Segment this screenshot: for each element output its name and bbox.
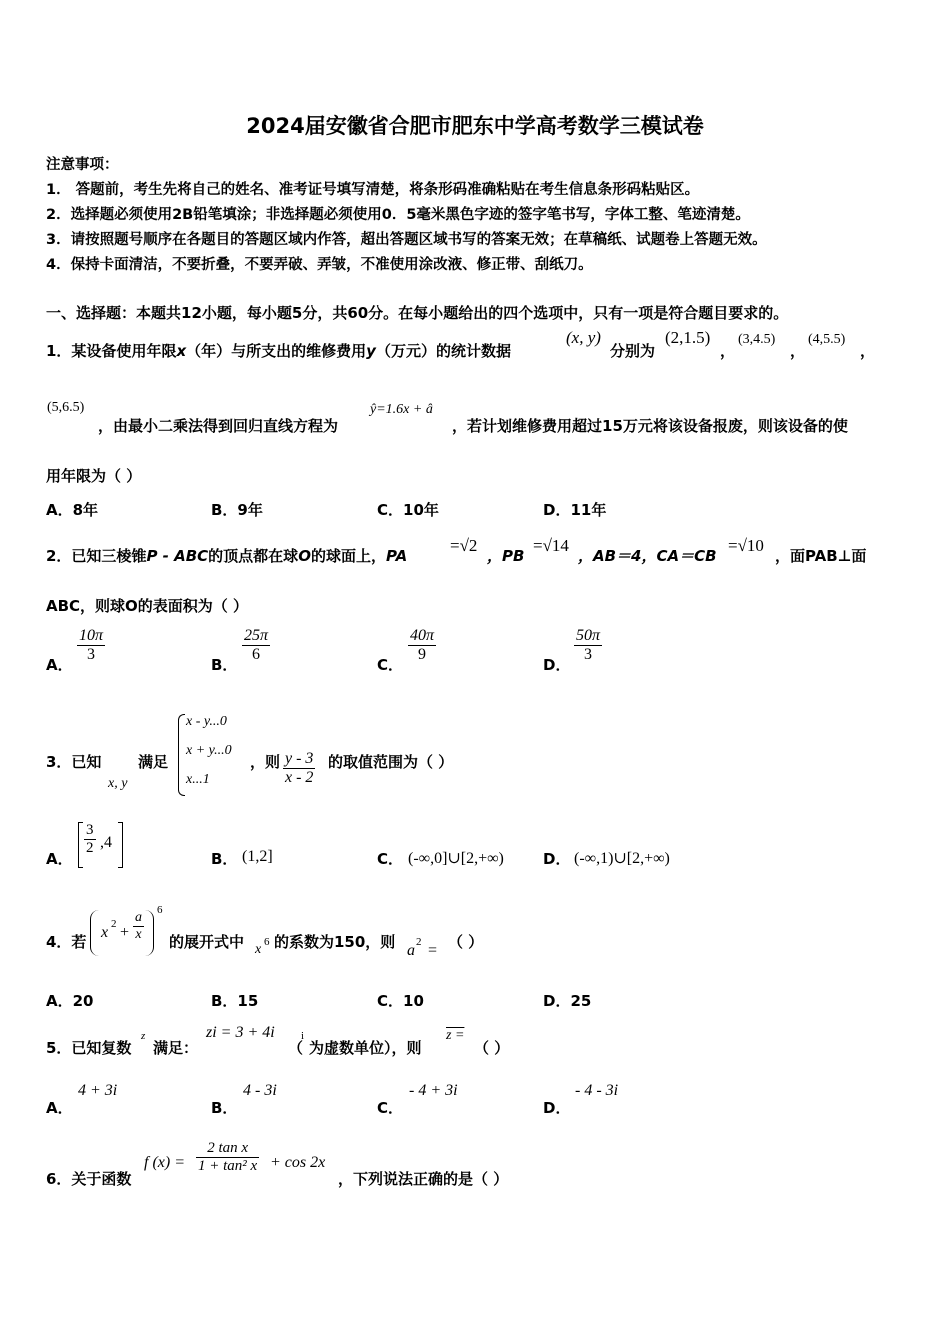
- var-a: a: [407, 942, 415, 959]
- data-point: (2,1.5): [665, 328, 711, 347]
- function-fraction: [196, 1140, 259, 1175]
- option-b-value: 4 - 3i: [243, 1082, 277, 1099]
- stem-text: 满足: [138, 753, 169, 771]
- exponent: 2: [416, 936, 422, 948]
- comma: ，: [790, 342, 806, 360]
- option-c-label[interactable]: C．: [377, 656, 404, 674]
- option-c-label[interactable]: C．: [377, 1099, 404, 1117]
- data-point: (3,4.5): [738, 332, 776, 347]
- question-2-stem: [46, 545, 407, 566]
- denominator: 3: [77, 645, 105, 664]
- page-title: 2024届安徽省合肥市肥东中学高考数学三模试卷: [246, 114, 704, 138]
- function-tail: + cos 2x: [270, 1154, 326, 1171]
- option-d-label[interactable]: D．: [543, 850, 571, 868]
- numerator: 50π: [576, 627, 601, 644]
- option-a-label[interactable]: A．: [46, 656, 73, 674]
- option-b-value: [242, 627, 270, 664]
- pa-value: =√2: [450, 536, 478, 555]
- stem-text: 分别为: [610, 342, 656, 360]
- question-1-stem: [46, 340, 511, 361]
- option-c-value: (-∞,0]∪[2,+∞): [408, 850, 504, 867]
- z-conjugate: z =: [446, 1028, 465, 1043]
- option-d-value: (-∞,1)∪[2,+∞): [574, 850, 670, 867]
- var-pb: ，PB: [487, 547, 525, 565]
- var-pabc: P - ABC: [146, 547, 209, 565]
- function-name: f (x) =: [144, 1154, 185, 1171]
- notice-heading: 注意事项：: [46, 157, 119, 173]
- stem-text: 用年限为（ ）: [46, 467, 142, 485]
- stem-text: 满足：: [153, 1039, 199, 1057]
- option-b-label[interactable]: B．: [211, 1099, 238, 1117]
- stem-text: 的系数为150，则: [274, 933, 396, 951]
- numerator: 40π: [410, 627, 435, 644]
- target-fraction: [283, 750, 315, 787]
- stem-text: 2．已知三棱锥: [46, 547, 147, 565]
- stem-text: 3．已知: [46, 753, 102, 771]
- ca-value: =√10: [728, 536, 764, 555]
- left-paren: [90, 910, 99, 956]
- pb-value: =√14: [533, 536, 569, 555]
- xy-pair: (x, y): [566, 328, 601, 347]
- option-b-label[interactable]: B．: [211, 850, 238, 868]
- option-d-value: [574, 627, 602, 664]
- denominator: 2: [86, 840, 94, 856]
- denominator: 9: [408, 645, 436, 664]
- denominator: x - 2: [285, 769, 314, 786]
- denominator: 1 + tan² x: [198, 1158, 258, 1174]
- var-z: z: [141, 1030, 146, 1042]
- stem-text: ，下列说法正确的是（ ）: [338, 1170, 509, 1188]
- numerator: 25π: [244, 627, 269, 644]
- stem-text: ，由最小二乘法得到回归直线方程为: [98, 417, 339, 435]
- stem-text: 4．若: [46, 933, 87, 951]
- right-paren: [145, 910, 154, 956]
- option-a-fraction: [84, 822, 96, 857]
- constraint: x - y...0: [186, 714, 227, 729]
- option-d-label[interactable]: D．: [543, 1099, 571, 1117]
- notice-item: 2．选择题必须使用2B铅笔填涂；非选择题必须使用0．5毫米黑色字迹的签字笔书写，字体工整、笔迹清楚。: [46, 207, 750, 223]
- plus-sign: +: [120, 924, 130, 941]
- exponent: 6: [157, 904, 163, 916]
- equation: zi = 3 + 4i: [206, 1024, 275, 1041]
- option-c[interactable]: C．10: [377, 992, 424, 1010]
- constraint: x...1: [186, 772, 210, 787]
- right-bracket: [118, 822, 123, 868]
- option-c-value: [408, 627, 436, 664]
- stem-text: 6．关于函数: [46, 1170, 132, 1188]
- option-b-value: (1,2]: [242, 848, 273, 865]
- stem-text: ，则: [250, 753, 281, 771]
- stem-text: ，若计划维修费用超过15万元将该设备报废，则该设备的使: [452, 417, 848, 435]
- regression-equation: ŷ=1.6x + â: [370, 402, 433, 417]
- option-a[interactable]: A．20: [46, 992, 94, 1010]
- constraint: x + y...0: [186, 743, 232, 758]
- numerator: 3: [86, 822, 94, 838]
- numerator: 2 tan x: [207, 1140, 249, 1156]
- stem-text: （年）与所支出的维修费用: [186, 342, 367, 360]
- numerator: y - 3: [285, 750, 314, 767]
- term-x: x: [255, 942, 262, 957]
- notice-item: 3．请按照题号顺序在各题目的答题区域内作答，超出答题区域书写的答案无效；在草稿纸、试题卷上答题无效。: [46, 232, 767, 248]
- stem-text: 的展开式中: [169, 933, 245, 951]
- option-c-label[interactable]: C．: [377, 850, 404, 868]
- option-a-value: [77, 627, 105, 664]
- stem-text: 的取值范围为（ ）: [328, 753, 454, 771]
- var-y: y: [366, 342, 376, 360]
- notice-item: 1． 答题前，考生先将自己的姓名、准考证号填写清楚，将条形码准确粘贴在考生信息条形码粘贴区。: [46, 182, 700, 198]
- var-o: O: [298, 547, 311, 565]
- option-a-label[interactable]: A．: [46, 1099, 73, 1117]
- stem-text: （万元）的统计数据: [375, 342, 511, 360]
- stem-text: 为虚数单位），则: [309, 1039, 422, 1057]
- option-d[interactable]: D．11年: [543, 501, 607, 519]
- numerator: a: [135, 910, 142, 925]
- data-point: (4,5.5): [808, 332, 846, 347]
- option-b-label[interactable]: B．: [211, 656, 238, 674]
- option-a-label[interactable]: A．: [46, 850, 73, 868]
- var-ab-ca-cb: ，AB＝4，CA＝CB: [578, 547, 717, 565]
- data-point: (5,6.5): [47, 400, 85, 415]
- section-heading: 一、选择题：本题共12小题，每小题5分，共60分。在每小题给出的四个选项中，只有一项是符合题目要求的。: [46, 304, 789, 322]
- option-c-value: - 4 + 3i: [409, 1082, 458, 1099]
- option-a-value: 4 + 3i: [78, 1082, 118, 1099]
- base-x: x: [101, 924, 109, 941]
- equals-sign: =: [428, 942, 438, 959]
- exponent: 6: [264, 936, 270, 948]
- system-brace: [178, 714, 185, 796]
- var-xy: x, y: [108, 776, 128, 791]
- denominator: x: [133, 926, 144, 943]
- stem-text: 的球面上，: [310, 547, 386, 565]
- stem-text: 的顶点都在球: [208, 547, 299, 565]
- stem-text: （ ）: [448, 933, 484, 951]
- a-over-x: [133, 910, 144, 943]
- exponent: 2: [111, 918, 117, 930]
- stem-text: ，面PAB⊥面: [775, 547, 867, 565]
- var-i: i: [301, 1030, 305, 1042]
- denominator: 6: [242, 645, 270, 664]
- option-a-tail: ,4: [100, 834, 112, 851]
- denominator: 3: [574, 645, 602, 664]
- comma: ，: [860, 342, 876, 360]
- stem-text: 1．某设备使用年限: [46, 342, 177, 360]
- stem-text: ABC，则球O的表面积为（ ）: [46, 597, 249, 615]
- numerator: 10π: [79, 627, 104, 644]
- comma: ，: [720, 342, 736, 360]
- option-d[interactable]: D．25: [543, 992, 592, 1010]
- var-x: x: [176, 342, 187, 360]
- option-d-value: - 4 - 3i: [575, 1082, 619, 1099]
- notice-item: 4．保持卡面清洁，不要折叠，不要弄破、弄皱，不准使用涂改液、修正带、刮纸刀。: [46, 257, 593, 273]
- stem-text: 5．已知复数: [46, 1039, 132, 1057]
- stem-text: （: [288, 1039, 304, 1057]
- left-bracket: [78, 822, 83, 868]
- option-c[interactable]: C．10年: [377, 501, 439, 519]
- option-b[interactable]: B．15: [211, 992, 259, 1010]
- option-a[interactable]: A．8年: [46, 501, 99, 519]
- var-pa: PA: [385, 547, 408, 565]
- option-b[interactable]: B．9年: [211, 501, 263, 519]
- stem-text: （ ）: [474, 1039, 510, 1057]
- option-d-label[interactable]: D．: [543, 656, 571, 674]
